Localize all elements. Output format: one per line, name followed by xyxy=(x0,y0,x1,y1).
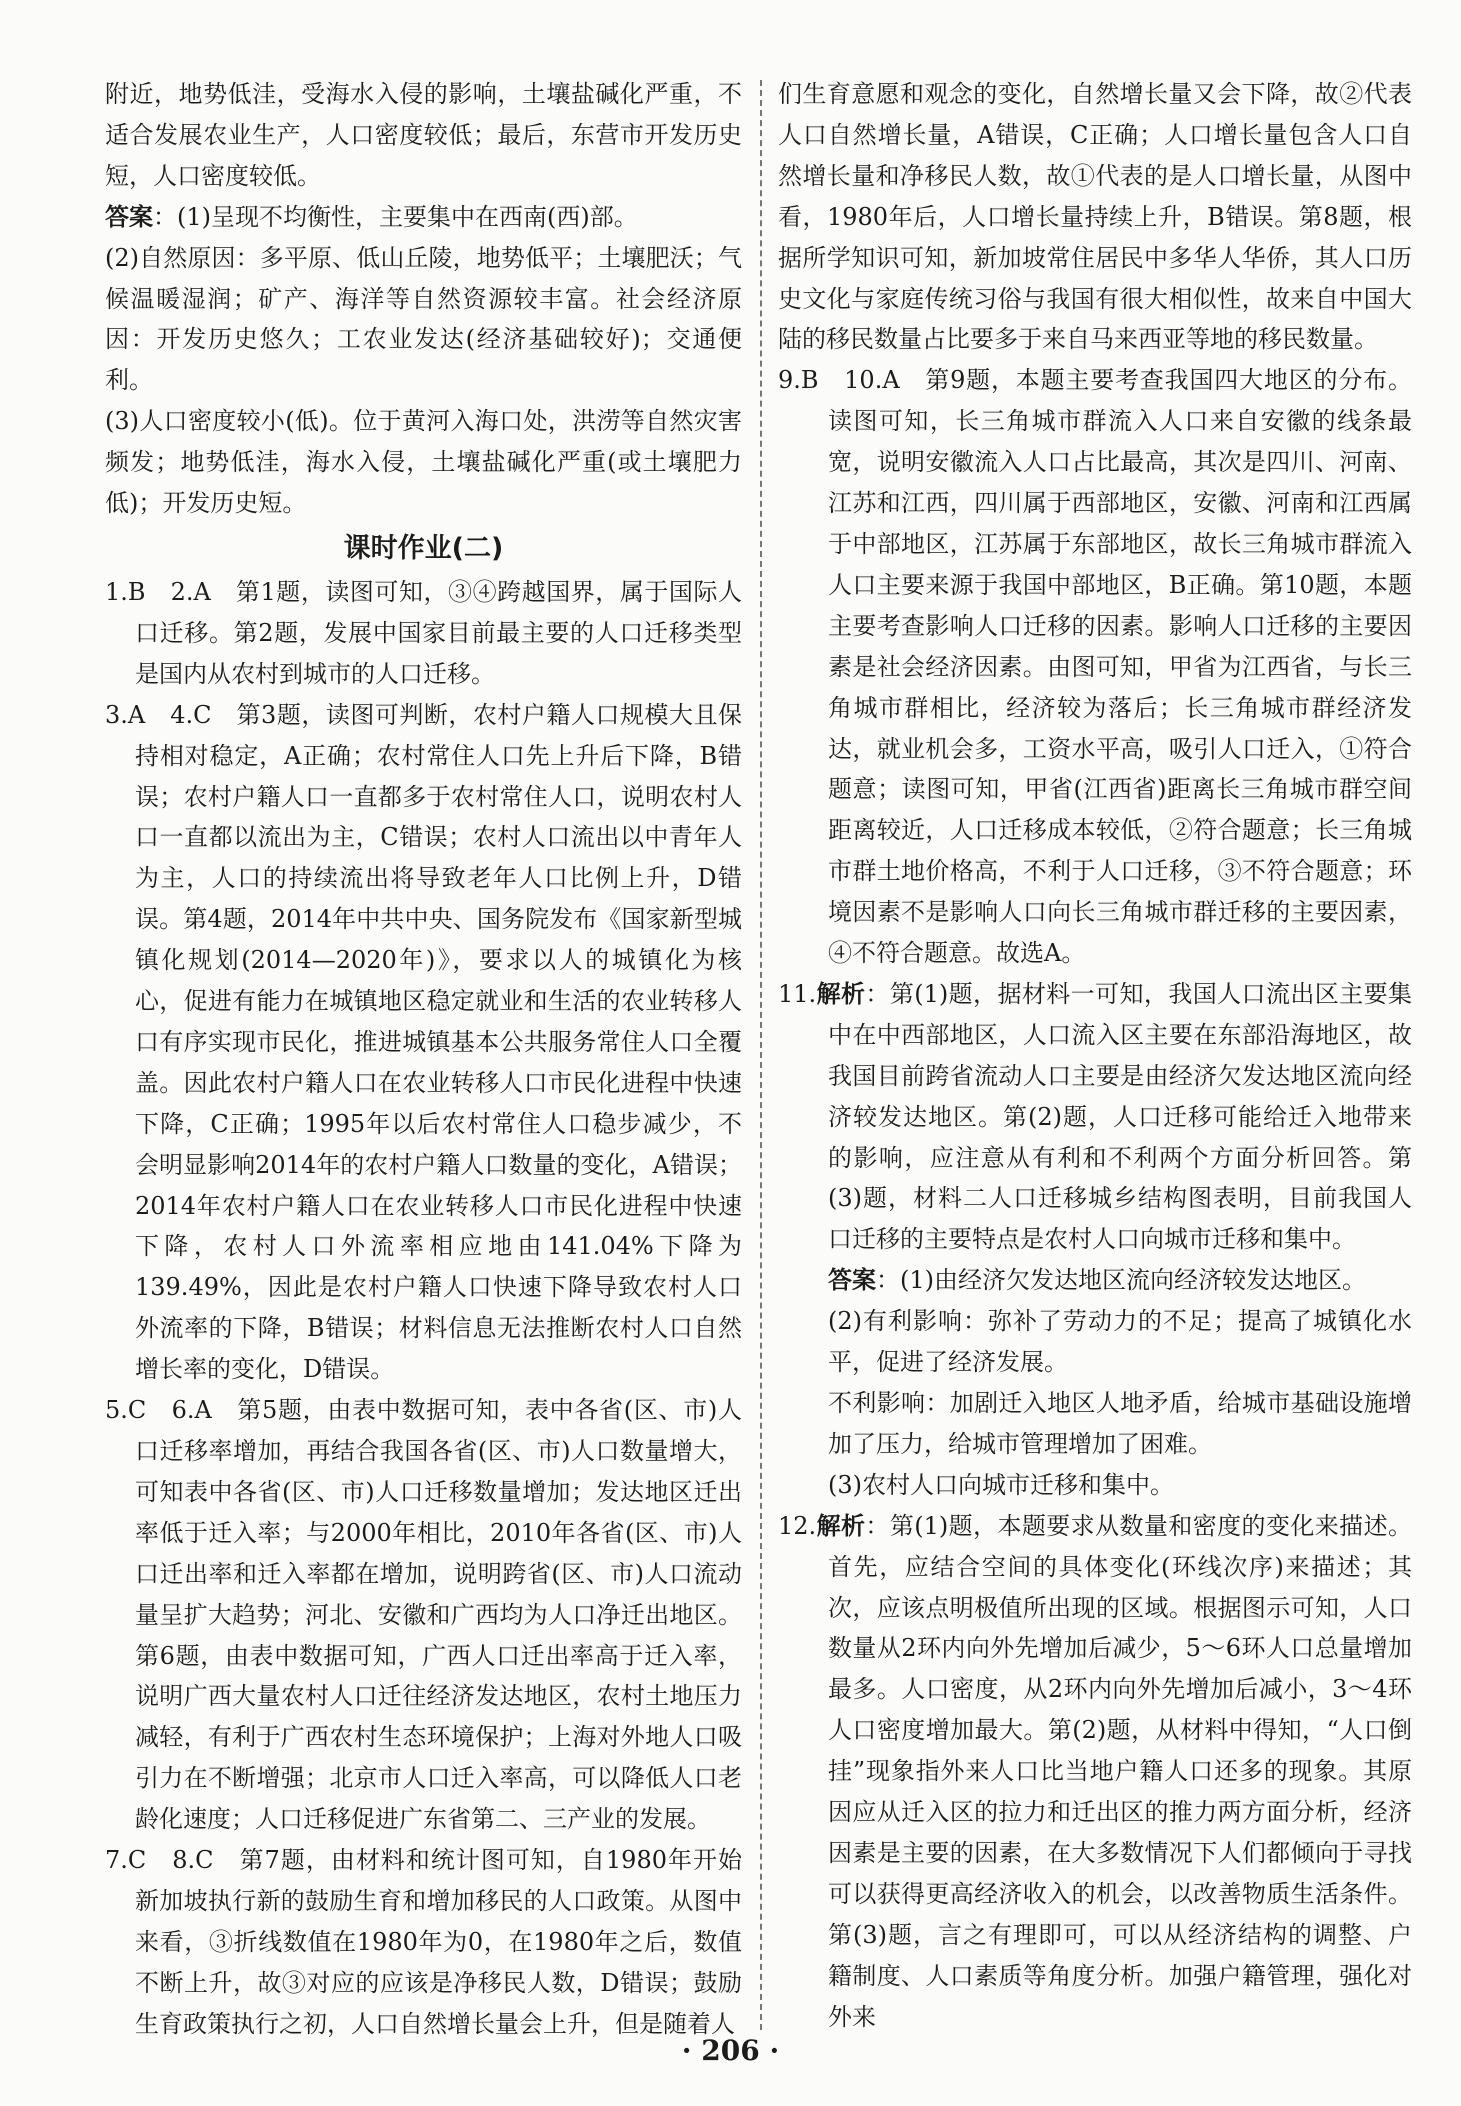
answer-line-3: (3)人口密度较小(低)。位于黄河入海口处，洪涝等自然灾害频发；地势低洼，海水入侵，土壤盐碱化严重(或土壤肥力低)；开发历史短。 xyxy=(105,407,742,518)
intro-paragraph: 附近，地势低洼，受海水入侵的影响，土壤盐碱化严重，不适合发展农业生产，人口密度较低；最后，东营市开发历史短，人口密度较低。 xyxy=(105,80,742,190)
question-3-4: 3.A 4.C 第3题，读图可判断，农村户籍人口规模大且保持相对稳定，A正确；农村常住人口先上升后下降，B错误；农村户籍人口一直都多于农村常住人口，说明农村人口一直都以流出为主，C错误；农村人口流出以中青年人为主，人口的持续流出将导致老年人口比例上升，D错误。第4题，2014年中共中央、国务院发布《国家新型城镇化规划(2014—2020年)》，要求以人的城镇化为核心，促进有能力在城镇地区稳定就业和生活的农业转移人口有序实现市民化，推进城镇基本公共服务常住人口全覆盖。因此农村户籍人口在农业转移人口市民化进程中快速下降，C正确；1995年以后农村常住人口稳步减少，不会明显影响2014年的农村户籍人口数量的变化，A错误；2014年农村户籍人口在农业转移人口市民化进程中快速下降，农村人口外流率相应地由141.04%下降为139.49%，因此是农村户籍人口快速下降导致农村人口外流率的下降，B错误；材料信息无法推断农村人口自然增长率的变化，D错误。 xyxy=(105,700,742,1384)
question-11: 11.解析：第(1)题，据材料一可知，我国人口流出区主要集中在中西部地区，人口流入区主要在东部沿海地区，故我国目前跨省流动人口主要是由经济欠发达地区流向经济较发达地区。第(2)题，人口迁移可能给迁入地带来的影响，应注意从有利和不利两个方面分析回答。第(3)题，材料二人口迁移城乡结构图表明，目前我国人口迁移的主要特点是农村人口向城市迁移和集中。 xyxy=(778,979,1413,1254)
question-11-answer-1: 答案：(1)由经济欠发达地区流向经济较发达地区。 xyxy=(828,1266,1366,1295)
continued-paragraph: 们生育意愿和观念的变化，自然增长量又会下降，故②代表人口自然增长量，A错误，C正确；人口增长量包含人口自然增长量和净移民人数，故①代表的是人口增长量，从图中看，1980年后，人口增长量持续上升，B错误。第8题，根据所学知识可知，新加坡常住居民中多华人华侨，其人口历史文化与家庭传统习俗与我国有很大相似性，故来自中国大陆的移民数量占比要多于来自马来西亚等地的移民数量。 xyxy=(778,80,1412,354)
right-column xyxy=(778,74,1412,2038)
analysis-label: 解析 xyxy=(816,979,866,1008)
answer-label: 答案 xyxy=(105,202,153,231)
analysis-label: 解析 xyxy=(816,1511,866,1540)
question-11-answer-3: 不利影响：加剧迁入地区人地矛盾，给城市基础设施增加了压力，给城市管理增加了困难。 xyxy=(828,1389,1412,1458)
question-11-answer-2: (2)有利影响：弥补了劳动力的不足；提高了城镇化水平，促进了经济发展。 xyxy=(828,1307,1412,1377)
page-number: · 206 · xyxy=(681,2034,780,2067)
answer-line-1: 答案：(1)呈现不均衡性，主要集中在西南(西)部。 xyxy=(105,202,638,231)
question-11-answer-4: (3)农村人口向城市迁移和集中。 xyxy=(828,1470,1174,1499)
question-7-8: 7.C 8.C 第7题，由材料和统计图可知，自1980年开始新加坡执行新的鼓励生育和增加移民的人口政策。从图中来看，③折线数值在1980年为0，在1980年之后，数值不断上升，故③对应的应该是净移民人数，D错误；鼓励生育政策执行之初，人口自然增长量会上升，但是随着人 xyxy=(105,1846,742,2038)
section-title: 课时作业(二) xyxy=(343,532,504,564)
question-1-2: 1.B 2.A 第1题，读图可知，③④跨越国界，属于国际人口迁移。第2题，发展中国家目前最主要的人口迁移类型是国内从农村到城市的人口迁移。 xyxy=(105,577,742,688)
answer-label: 答案 xyxy=(828,1266,876,1295)
question-5-6: 5.C 6.A 第5题，由表中数据可知，表中各省(区、市)人口迁移率增加，再结合我国各省(区、市)人口数量增大，可知表中各省(区、市)人口迁移数量增加；发达地区迁出率低于迁入率；与2000年相比，2010年各省(区、市)人口迁出率和迁入率都在增加，说明跨省(区、市)人口流动量呈扩大趋势；河北、安徽和广西均为人口净迁出地区。第6题，由表中数据可知，广西人口迁出率高于迁入率，说明广西大量农村人口迁往经济发达地区，农村土地压力减轻，有利于广西农村生态环境保护；上海对外地人口吸引力在不断增强；北京市人口迁入率高，可以降低人口老龄化速度；人口迁移促进广东省第二、三产业的发展。 xyxy=(105,1396,742,1834)
question-12: 12.解析：第(1)题，本题要求从数量和密度的变化来描述。首先，应结合空间的具体变化(环线次序)来描述；其次，应该点明极值所出现的区域。根据图示可知，人口数量从2环内向外先增加后减少，5～6环人口总量增加最多。人口密度，从2环内向外先增加后减小，3～4环人口密度增加最大。第(2)题，从材料中得知，“人口倒挂”现象指外来人口比当地户籍人口还多的现象。其原因应从迁入区的拉力和迁出区的推力两方面分析，经济因素是主要的因素，在大多数情况下人们都倾向于寻找可以获得更高经济收入的机会，以改善物质生活条件。第(3)题，言之有理即可，可以从经济结构的调整、户籍制度、人口素质等角度分析。加强户籍管理，强化对外来 xyxy=(778,1511,1413,2031)
answer-line-2: (2)自然原因：多平原、低山丘陵，地势低平；土壤肥沃；气候温暖湿润；矿产、海洋等自然资源较丰富。社会经济原因：开发历史悠久；工农业发达(经济基础较好)；交通便利。 xyxy=(105,243,742,395)
column-divider xyxy=(760,80,762,2030)
question-9-10: 9.B 10.A 第9题，本题主要考查我国四大地区的分布。读图可知，长三角城市群流入人口来自安徽的线条最宽，说明安徽流入人口占比最高，其次是四川、河南、江苏和江西，四川属于西部地区，安徽、河南和江西属于中部地区，江苏属于东部地区，故长三角城市群流入人口主要来源于我国中部地区，B正确。第10题，本题主要考查影响人口迁移的因素。影响人口迁移的主要因素是社会经济因素。由图可知，甲省为江西省，与长三角城市群相比，经济较为落后；长三角城市群经济发达，就业机会多，工资水平高，吸引人口迁入，①符合题意；读图可知，甲省(江西省)距离长三角城市群空间距离较近，人口迁移成本较低，②符合题意；长三角城市群土地价格高，不利于人口迁移，③不符合题意；环境因素不是影响人口向长三角城市群迁移的主要因素，④不符合题意。故选A。 xyxy=(778,366,1412,968)
left-column xyxy=(105,74,742,2045)
